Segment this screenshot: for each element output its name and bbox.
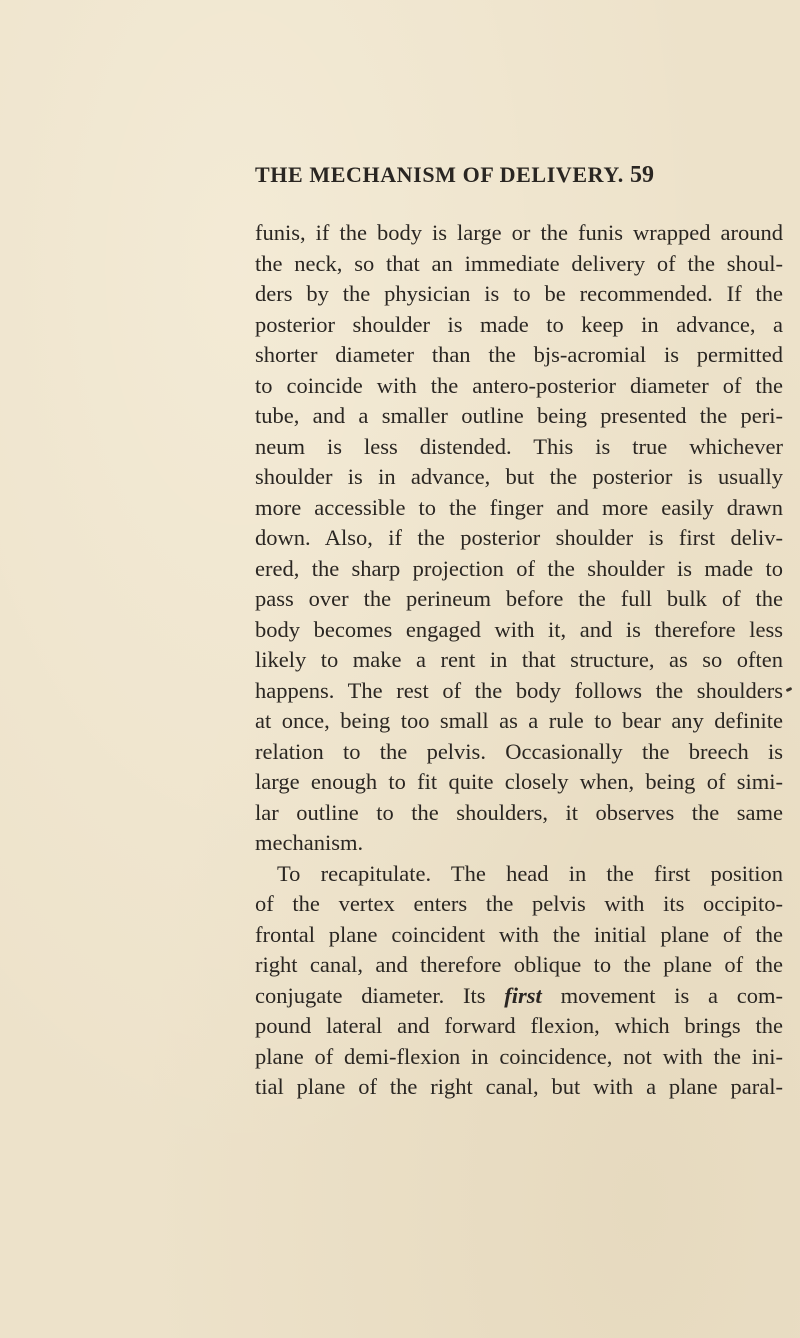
text-line: large enough to fit quite closely when, being of simi- xyxy=(255,769,783,795)
running-title: THE MECHANISM OF DELIVERY. xyxy=(255,162,624,187)
running-head xyxy=(255,160,800,190)
text-line: of the vertex enters the pelvis with its occipito- xyxy=(255,891,783,917)
page-number: 59 xyxy=(630,162,654,188)
text-line: more accessible to the finger and more easily drawn xyxy=(255,494,783,520)
text-line: plane of demi-flexion in coincidence, not with the ini- xyxy=(255,1043,783,1069)
text-line-with-emphasis xyxy=(255,981,783,1012)
text-line: relation to the pelvis. Occasionally the breech is xyxy=(255,738,783,764)
text-line: down. Also, if the posterior shoulder is first deliv- xyxy=(255,525,783,551)
text-line: pass over the perineum before the full bulk of the xyxy=(255,586,783,612)
text-fragment: movement is a com- xyxy=(560,982,783,1008)
text-line: shoulder is in advance, but the posterior is usually xyxy=(255,464,783,490)
text-line: To recapitulate. The head in the first position xyxy=(277,860,783,886)
text-line: mechanism. xyxy=(255,830,364,856)
text-line: lar outline to the shoulders, it observes the same xyxy=(255,799,783,825)
text-line: posterior shoulder is made to keep in advance, a xyxy=(255,311,783,337)
text-line: right canal, and therefore oblique to the plane of the xyxy=(255,952,783,978)
body-text xyxy=(255,218,783,1103)
margin-mark xyxy=(786,687,793,692)
text-line: funis, if the body is large or the funis wrapped around xyxy=(255,220,783,245)
text-line: ders by the physician is to be recommended. If the xyxy=(255,281,783,307)
text-line: tube, and a smaller outline being presented the peri- xyxy=(255,403,783,429)
emphasized-word: first xyxy=(504,982,542,1008)
text-line: ered, the sharp projection of the shoulder is made to xyxy=(255,555,783,581)
text-line: neum is less distended. This is true whichever xyxy=(255,433,783,459)
text-line: body becomes engaged with it, and is therefore less xyxy=(255,616,783,642)
text-line: pound lateral and forward flexion, which brings the xyxy=(255,1013,783,1039)
text-line: the neck, so that an immediate delivery of the shoul- xyxy=(255,250,783,276)
text-fragment: conjugate diameter. Its xyxy=(255,982,486,1008)
text-line: at once, being too small as a rule to bear any definite xyxy=(255,708,783,734)
text-line: tial plane of the right canal, but with a plane paral- xyxy=(255,1074,783,1100)
text-line: shorter diameter than the bjs-acromial is permitted xyxy=(255,342,783,368)
text-line: likely to make a rent in that structure, as so often xyxy=(255,647,783,673)
text-line: frontal plane coincident with the initial plane of the xyxy=(255,921,783,947)
text-line: happens. The rest of the body follows the shoulders xyxy=(255,677,783,703)
text-line: to coincide with the antero-posterior diameter of the xyxy=(255,372,783,398)
